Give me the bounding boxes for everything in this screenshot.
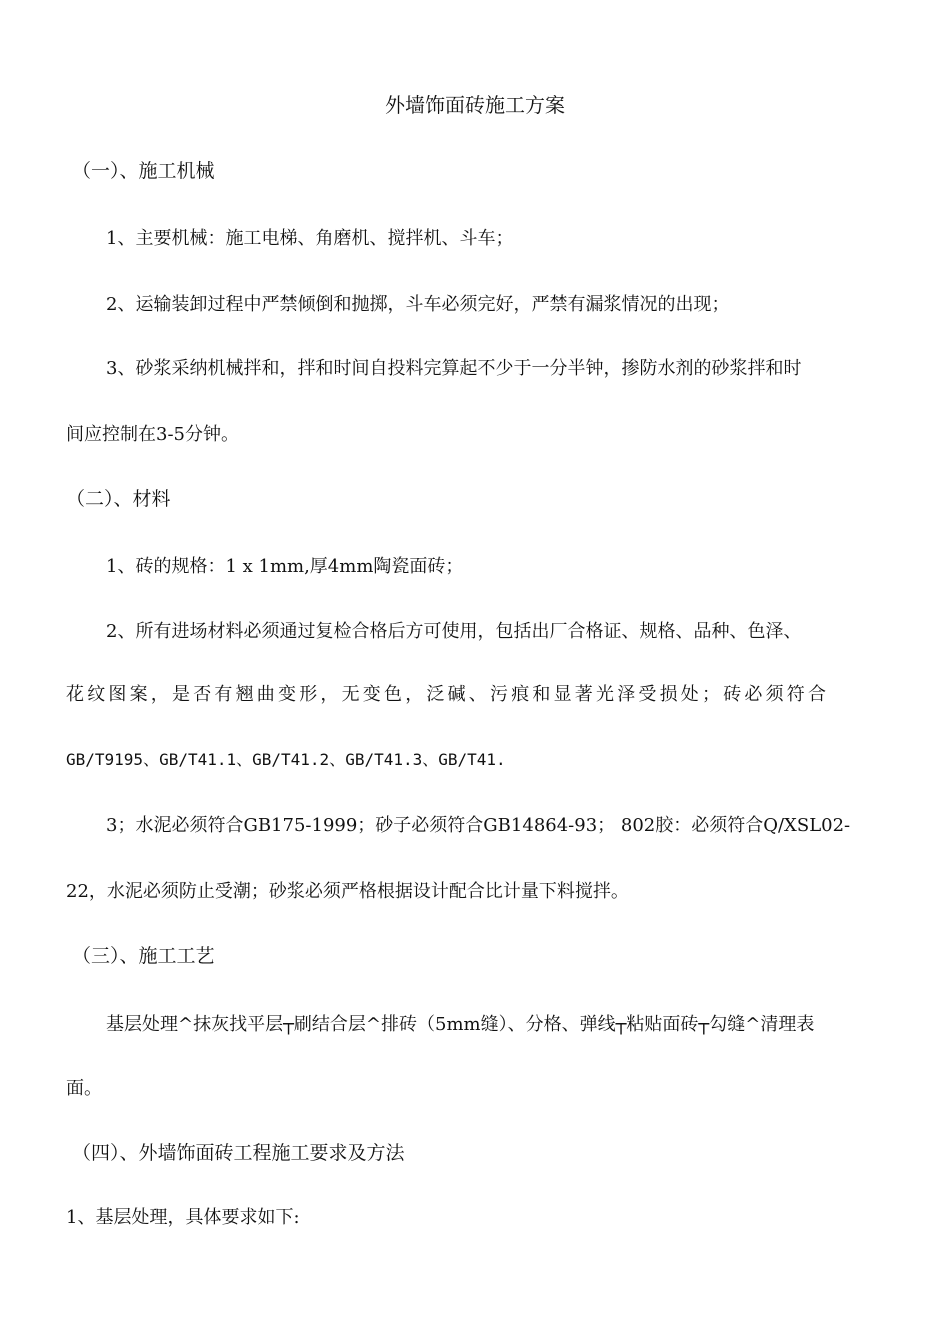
paragraph-mortar-line1: 3、砂浆采纳机械拌和，拌和时间自投料完算起不少于一分半钟，掺防水剂的砂浆拌和时 [106,358,802,379]
paragraph-process-line2: 面。 [66,1078,102,1099]
paragraph-base-treatment: 1、基层处理，具体要求如下: [66,1207,300,1228]
paragraph-cement-line1: 3；水泥必须符合GB175-1999；砂子必须符合GB14864-93； 802胶：必须符合Q/XSL02- [106,815,851,836]
paragraph-standards-line: GB/T9195、GB/T41.1、GB/T41.2、GB/T41.3、GB/T41. [66,750,506,769]
section-heading-materials: （二）、材料 [66,488,171,510]
paragraph-process-line1: 基层处理^抹灰找平层┬刷结合层^排砖（5mm缝）、分格、弹线┬粘贴面砖┬勾缝^清理表 [106,1014,815,1035]
section-heading-machinery: （一）、施工机械 [72,160,215,182]
paragraph-tile-spec: 1、砖的规格：1 x 1mm,厚4mm陶瓷面砖； [106,556,464,577]
section-heading-process: （三）、施工工艺 [72,945,215,967]
section-heading-requirements: （四）、外墙饰面砖工程施工要求及方法 [72,1142,405,1164]
paragraph-mortar-line2: 间应控制在3-5分钟。 [66,424,239,445]
paragraph-main-machinery: 1、主要机械：施工电梯、角磨机、搅拌机、斗车； [106,228,514,249]
document-title: 外墙饰面砖施工方案 [385,93,565,117]
paragraph-inspection-line1: 2、所有进场材料必须通过复检合格后方可使用，包括出厂合格证、规格、品种、色泽、 [106,621,802,642]
paragraph-inspection-line2: 花纹图案，是否有翘曲变形，无变色，泛碱、污痕和显著光泽受损处；砖必须符合 [66,684,830,705]
paragraph-transport: 2、运输装卸过程中严禁倾倒和抛掷，斗车必须完好，严禁有漏浆情况的出现； [106,294,730,315]
paragraph-cement-line2: 22，水泥必须防止受潮；砂浆必须严格根据设计配合比计量下料搅拌。 [66,881,629,902]
